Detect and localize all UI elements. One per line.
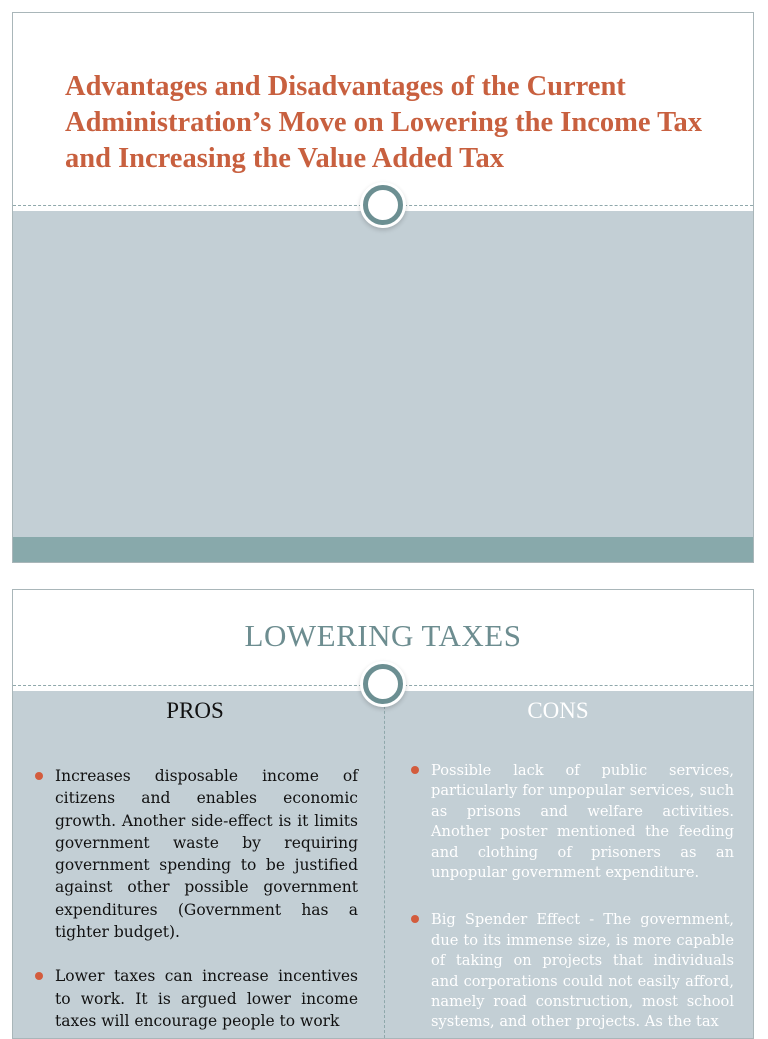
slide-title: LOWERING TAXES: [244, 618, 522, 653]
cons-list: [431, 761, 734, 1039]
list-item: [55, 765, 358, 943]
list-item-text: Big Spender Effect - The government, due to its immense size, is more capable of taking on projects that individuals and corporations could not easily afford, namely road construction, most school systems, and other projects. As the tax: [431, 911, 734, 1031]
title-slide: [12, 12, 754, 563]
pros-list: [55, 765, 358, 1039]
list-item: [55, 965, 358, 1032]
list-item-text: Increases disposable income of citizens and enables economic growth. Another side-effect is it limits government waste by requiring government spending to be justified against other possible government expenditures (Government has a tighter budget).: [55, 767, 358, 942]
list-item: [431, 761, 734, 883]
cons-heading: CONS: [527, 698, 589, 723]
list-item-text: Possible lack of public services, particularly for unpopular services, such as prisons and welfare activities. Another poster mentioned the feeding and clothing of prisoners as an unpopular government expenditure.: [431, 762, 734, 882]
lowering-taxes-slide: [12, 589, 754, 1039]
bullet-icon: [411, 766, 419, 774]
column-divider: [384, 686, 385, 1038]
footer-strip: [13, 537, 753, 563]
pros-heading: PROS: [166, 698, 224, 723]
list-item: [431, 910, 734, 1032]
bullet-icon: [35, 772, 43, 780]
slide-title: Advantages and Disadvantages of the Current Administration’s Move on Lowering the Income Tax and Increasing the Value Added Tax: [65, 71, 703, 174]
circle-ornament-icon: [363, 185, 403, 225]
list-item-text: Lower taxes can increase incentives to work. It is argued lower income taxes will encourage people to work: [55, 967, 358, 1030]
content-area: [13, 211, 753, 537]
